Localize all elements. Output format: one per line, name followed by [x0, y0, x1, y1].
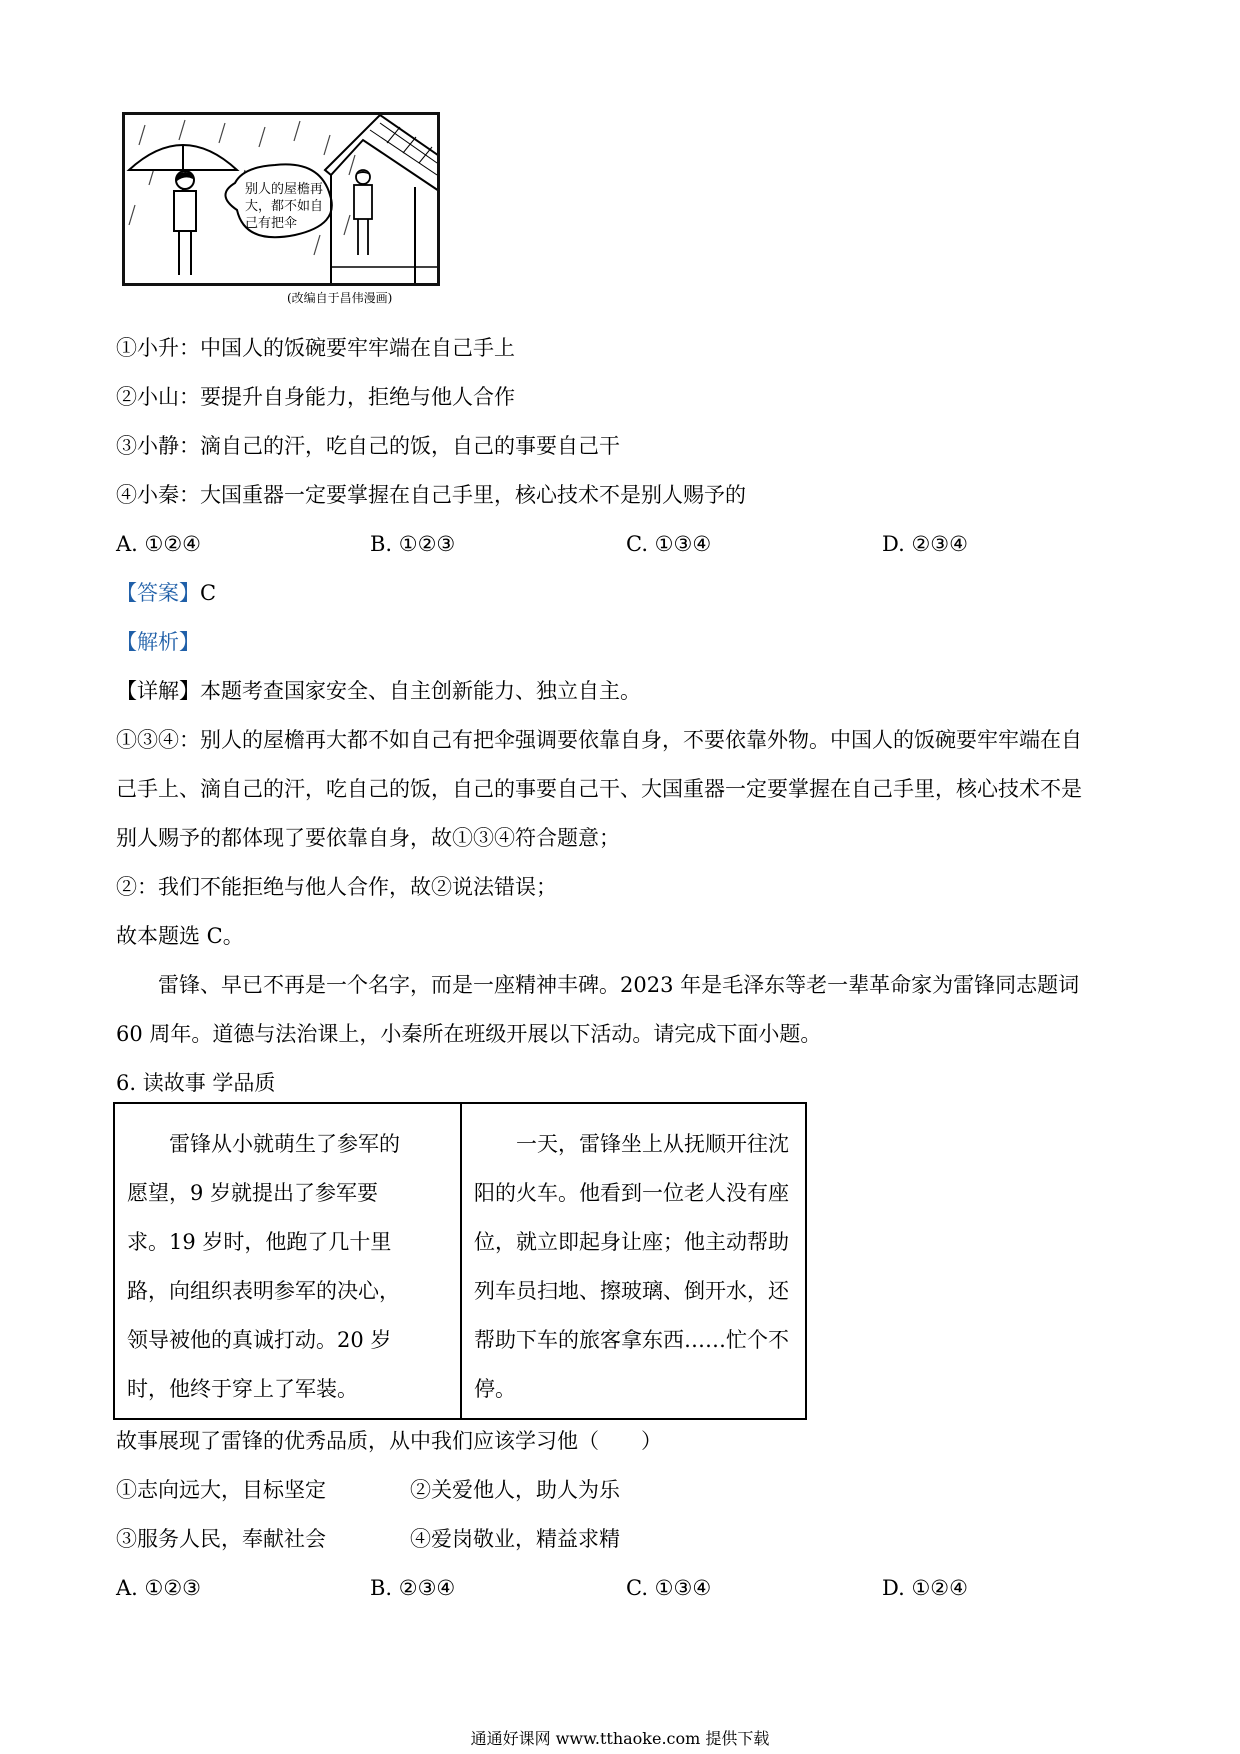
speech-bubble-line-2: 大，都不如自	[245, 199, 324, 214]
detail-line	[116, 676, 641, 706]
story-left-line: 求。19 岁时，他跑了几十里	[127, 1230, 392, 1254]
analysis-line	[116, 627, 200, 657]
answer-label: 【答案】	[116, 581, 200, 605]
answer-line	[116, 578, 216, 608]
comic-caption: (改编自于昌伟漫画)	[287, 291, 393, 305]
q6-option-d: D. ①②④	[882, 1576, 968, 1600]
q6-item-4: ④爱岗敬业，精益求精	[410, 1527, 620, 1551]
explanation-line-4: ②：我们不能拒绝与他人合作，故②说法错误；	[116, 875, 557, 899]
comic-illustration	[122, 112, 440, 286]
explanation-line-5: 故本题选 C。	[116, 924, 244, 948]
page-footer: 通通好课网 www.tthaoke.com 提供下载	[470, 1729, 770, 1748]
q6-item-1: ①志向远大，目标坚定	[116, 1478, 326, 1502]
detail-label: 【详解】	[116, 679, 200, 703]
story-table	[113, 1102, 807, 1420]
statement-4: ④小秦：大国重器一定要掌握在自己手里，核心技术不是别人赐予的	[116, 483, 746, 507]
speech-bubble-line-3: 己有把伞	[245, 216, 298, 231]
q6-option-b: B. ②③④	[370, 1576, 456, 1600]
intro-line-1: 雷锋、早已不再是一个名字，而是一座精神丰碑。2023 年是毛泽东等老一辈革命家为雷锋同志题词	[158, 973, 1080, 997]
q5-option-c: C. ①③④	[626, 532, 712, 556]
q6-title: 6. 读故事 学品质	[116, 1071, 276, 1095]
story-right-line: 一天，雷锋坐上从抚顺开往沈	[516, 1132, 789, 1156]
story-right-line: 阳的火车。他看到一位老人没有座	[474, 1181, 789, 1205]
q6-item-3: ③服务人民，奉献社会	[116, 1527, 326, 1551]
q6-option-c: C. ①③④	[626, 1576, 712, 1600]
statement-1: ①小升：中国人的饭碗要牢牢端在自己手上	[116, 336, 515, 360]
q5-option-a: A. ①②④	[116, 532, 201, 556]
answer-value: C	[200, 581, 217, 605]
story-left-line: 领导被他的真诚打动。20 岁	[127, 1328, 392, 1352]
q6-item-2: ②关爱他人，助人为乐	[410, 1478, 620, 1502]
speech-bubble-line-1: 别人的屋檐再	[245, 182, 324, 197]
story-left-cell	[115, 1104, 460, 1418]
story-right-line: 停。	[474, 1377, 516, 1401]
q5-option-d: D. ②③④	[882, 532, 968, 556]
q6-question: 故事展现了雷锋的优秀品质，从中我们应该学习他（ ）	[116, 1429, 662, 1453]
story-left-line: 路，向组织表明参军的决心，	[127, 1279, 400, 1303]
intro-line-2: 60 周年。道德与法治课上，小秦所在班级开展以下活动。请完成下面小题。	[116, 1022, 822, 1046]
explanation-line-1: ①③④：别人的屋檐再大都不如自己有把伞强调要依靠自身，不要依靠外物。中国人的饭碗要牢牢端在自	[116, 728, 1082, 752]
detail-text: 本题考查国家安全、自主创新能力、独立自主。	[200, 679, 641, 703]
story-right-cell	[460, 1104, 805, 1418]
explanation-line-3: 别人赐予的都体现了要依靠自身，故①③④符合题意；	[116, 826, 620, 850]
story-left-line: 愿望，9 岁就提出了参军要	[127, 1181, 379, 1205]
story-right-line: 位，就立即起身让座；他主动帮助	[474, 1230, 789, 1254]
q6-option-a: A. ①②③	[116, 1576, 201, 1600]
story-left-line: 雷锋从小就萌生了参军的	[169, 1132, 400, 1156]
statement-2: ②小山：要提升自身能力，拒绝与他人合作	[116, 385, 515, 409]
analysis-label: 【解析】	[116, 630, 200, 654]
story-left-line: 时，他终于穿上了军装。	[127, 1377, 358, 1401]
story-right-line: 列车员扫地、擦玻璃、倒开水，还	[474, 1279, 789, 1303]
explanation-line-2: 己手上、滴自己的汗，吃自己的饭，自己的事要自己干、大国重器一定要掌握在自己手里，核心技术不是	[116, 777, 1082, 801]
story-right-line: 帮助下车的旅客拿东西……忙个不	[474, 1328, 789, 1352]
statement-3: ③小静：滴自己的汗，吃自己的饭，自己的事要自己干	[116, 434, 620, 458]
q5-option-b: B. ①②③	[370, 532, 456, 556]
